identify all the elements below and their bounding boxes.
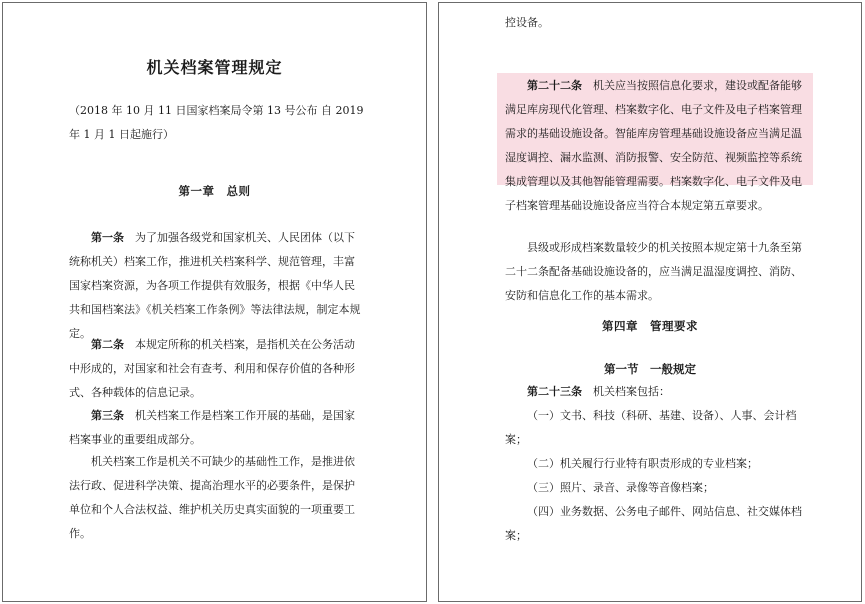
continued-text: 控设备。 [505, 16, 549, 29]
article-1-label: 第一条 [91, 231, 124, 244]
article-23-text: 机关档案包括： [582, 385, 670, 398]
article-2 [69, 333, 364, 405]
article-3 [69, 404, 364, 452]
article-3-paragraph-2: 机关档案工作是机关不可缺少的基础性工作，是推进依法行政、促进科学决策、提高治理水平的必要条件，是保护单位和个人合法权益、维护机关历史真实面貌的一项重要工作。 [69, 455, 355, 540]
county-paragraph: 县级或形成档案数量较少的机关按照本规定第十九条至第二十二条配备基础设施设备的，应当满足温湿度调控、消防、安防和信息化工作的基本需求。 [505, 241, 802, 302]
list-item: （四）业务数据、公务电子邮件、网站信息、社交媒体档案； [505, 505, 802, 542]
article-2-label: 第二条 [91, 338, 124, 351]
list-item: （二）机关履行行业特有职责形成的专业档案； [527, 457, 758, 470]
article-3-label: 第三条 [91, 409, 124, 422]
article-23-label: 第二十三条 [527, 385, 582, 398]
section-1-heading: 第一节 一般规定 [604, 362, 696, 376]
list-item: （一）文书、科技（科研、基建、设备）、人事、会计档案； [505, 409, 797, 446]
list-item: （三）照片、录音、录像等音像档案； [527, 481, 714, 494]
document-subtitle: （2018 年 10 月 11 日国家档案局令第 13 号公布 自 2019 年 1 月 1 日起施行） [69, 104, 364, 141]
article-22-text: 机关应当按照信息化要求，建设或配备能够满足库房现代化管理、档案数字化、电子文件及电子档案管理需求的基础设施设备。智能库房管理基础设施设备应当满足温湿度调控、漏水监测、消防报警、安全防范、视频监控等系统集成管理以及其他智能管理需要。档案数字化、电子文件及电子档案管理基础设施设备应当符合本规定第五章要求。 [505, 79, 802, 212]
article-3-text: 机关档案工作是档案工作开展的基础，是国家档案事业的重要组成部分。 [69, 409, 355, 446]
document-title: 机关档案管理规定 [146, 58, 283, 77]
document-page-right [438, 2, 862, 602]
chapter-1-heading: 第一章 总则 [178, 184, 251, 198]
article-23 [505, 380, 805, 404]
document-page-left [2, 2, 427, 602]
article-1 [69, 226, 364, 346]
article-22 [505, 74, 805, 218]
article-22-label: 第二十二条 [527, 79, 582, 92]
article-1-text: 为了加强各级党和国家机关、人民团体（以下统称机关）档案工作，推进机关档案科学、规范管理，丰富国家档案资源，为各项工作提供有效服务，根据《中华人民共和国档案法》《机关档案工作条例》等法律法规，制定本规定。 [69, 231, 361, 340]
article-2-text: 本规定所称的机关档案，是指机关在公务活动中形成的，对国家和社会有查考、利用和保存价值的各种形式、各种载体的信息记录。 [69, 338, 355, 399]
chapter-4-heading: 第四章 管理要求 [602, 319, 698, 333]
